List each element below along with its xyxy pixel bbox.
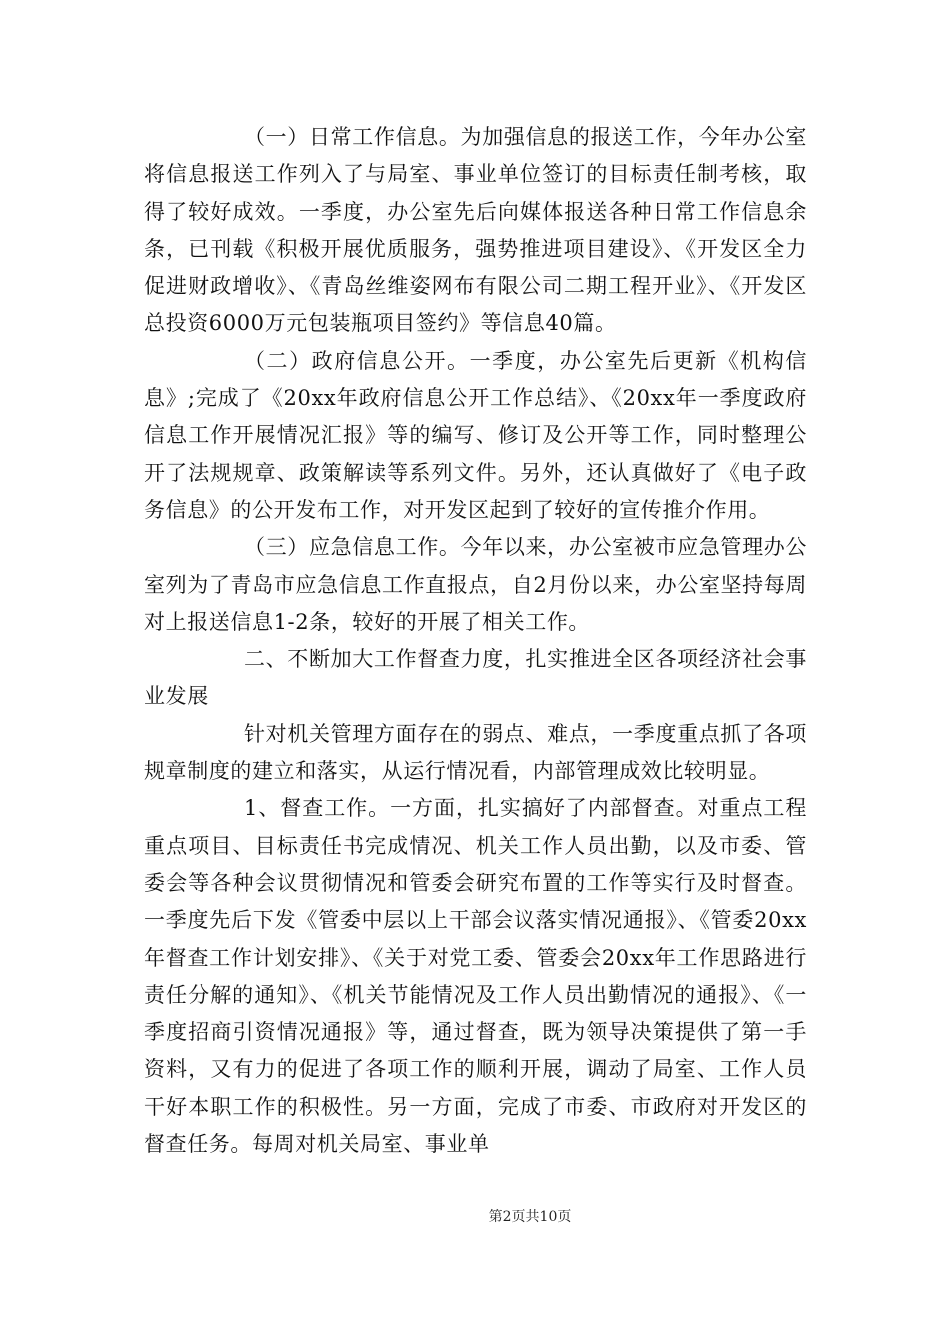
paragraph-emergency-info-work: （三）应急信息工作。今年以来，办公室被市应急管理办公室列为了青岛市应急信息工作直报点，自2月份以来，办公室坚持每周对上报送信息1-2条，较好的开展了相关工作。 bbox=[144, 535, 807, 634]
page-number-footer: 第2页共10页 bbox=[488, 1209, 572, 1225]
paragraph-management-overview: 针对机关管理方面存在的弱点、难点，一季度重点抓了各项规章制度的建立和落实，从运行情况看，内部管理成效比较明显。 bbox=[144, 721, 807, 784]
paragraph-supervision-work: 1、督查工作。一方面，扎实搞好了内部督查。对重点工程重点项目、目标责任书完成情况、机关工作人员出勤，以及市委、管委会等各种会议贯彻情况和管委会研究布置的工作等实行及时督查。一季度先后下发《管委中层以上干部会议落实情况通报》、《管委20xx年督查工作计划安排》、《关于对党工委、管委会20xx年工作思路进行责任分解的通知》、《机关节能情况及工作人员出勤情况的通报》、《一季度招商引资情况通报》等，通过督查，既为领导决策提供了第一手资料，又有力的促进了各项工作的顺利开展，调动了局室、工作人员干好本职工作的积极性。另一方面，完成了市委、市政府对开发区的督查任务。每周对机关局室、事业单 bbox=[144, 796, 807, 1157]
paragraph-daily-work-info: （一）日常工作信息。为加强信息的报送工作，今年办公室将信息报送工作列入了与局室、事业单位签订的目标责任制考核，取得了较好成效。一季度，办公室先后向媒体报送各种日常工作信息余条，已刊载《积极开展优质服务，强势推进项目建设》、《开发区全力促进财政增收》、《青岛丝维姿网布有限公司二期工程开业》、《开发区总投资6000万元包装瓶项目签约》等信息40篇。 bbox=[144, 125, 807, 336]
document-body bbox=[144, 119, 807, 1163]
section-heading-supervision: 二、不断加大工作督查力度，扎实推进全区各项经济社会事业发展 bbox=[144, 647, 807, 709]
paragraph-government-info-disclosure: （二）政府信息公开。一季度，办公室先后更新《机构信息》;完成了《20xx年政府信息公开工作总结》、《20xx年一季度政府信息工作开展情况汇报》等的编写、修订及公开等工作，同时整理公开了法规规章、政策解读等系列文件。另外，还认真做好了《电子政务信息》的公开发布工作，对开发区起到了较好的宣传推介作用。 bbox=[144, 348, 807, 522]
